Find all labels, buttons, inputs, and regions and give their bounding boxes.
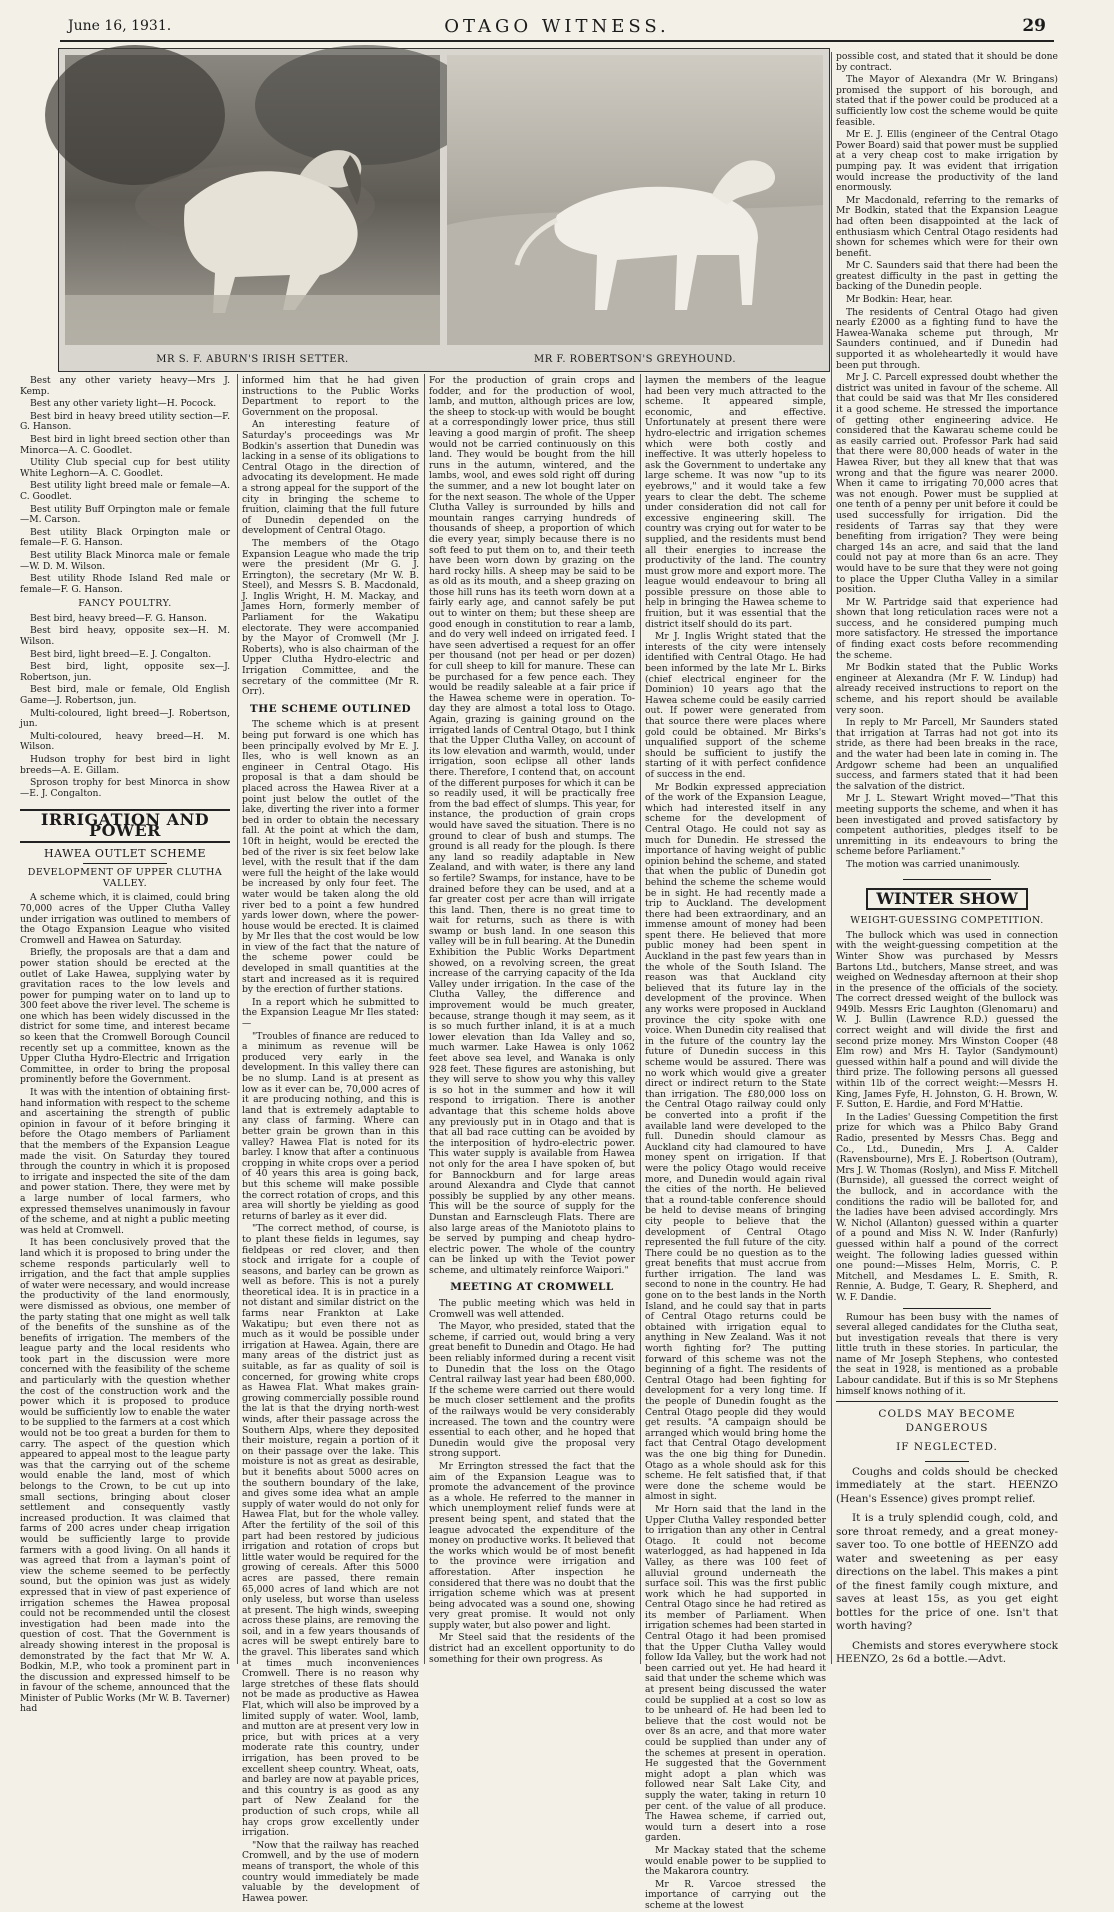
article-paragraph: In reply to Mr Parcell, Mr Saunders stated that irrigation at Tarras had not got into its stride, as there had been breaks in the race, and the water had been late in coming in. The Ardgowr scheme had been an unqualified success, and farmers stated that it had been the salvation of the district. bbox=[836, 717, 1058, 792]
greyhound-photo bbox=[447, 55, 823, 345]
article-paragraph: Mr J. L. Stewart Wright moved—"That this meeting supports the scheme, and when it has been investigated and proved satisfactory by competent authorities, pledges itself to be unremitting in its endeavours to bring the scheme before Parliament." bbox=[836, 793, 1058, 858]
result-line: Best utility Rhode Island Red male or female—F. G. Hanson. bbox=[20, 573, 230, 595]
article-paragraph: Mr Bodkin expressed appreciation of the work of the Expansion League, which had interested itself in any scheme for the development of Central Otago. He could not say as much for Dunedin. He stressed the importance of having weight of public opinion behind the scheme, and stated that when the public of Dunedin got behind the scheme the scheme would be in sight. He had recently made a trip to Auckland. The development there had been extraordinary, and an immense amount of money had been spent there. He believed that more public money had been spent in Auckland in the past few years than in the whole of the South Island. The reason was that Auckland city believed that its future lay in the development of the province. When any works were proposed in Auckland province the city spoke with one voice. When Dunedin city realised that in the future of the country lay the future of Dunedin success in this scheme would be assured. There was no work which would give a greater direct or indirect return to the State than irrigation. The £80,000 loss on the Central Otago railway could only be converted into a profit if the available land were developed to the full. Dunedin should clamour as Auckland city had clamoured to have money spent on irrigation. If that were the policy Otago would receive more, and Dunedin would again rival the cities of the north. He believed that a round-table conference should be held to devise means of bringing city people to believe that the development of Central Otago represented the full future of the city. There could be no question as to the great benefits that must accrue from further irrigation. The land was second to none in the country. He had gone on to the best lands in the North Island, and he could say that in parts of Central Otago returns could be obtained with irrigation equal to anything in New Zealand. Was it not worth fighting for? The putting forward of this scheme was not the beginning of a fight. The residents of Central Otago had been fighting for development for a very long time. If the people of Dunedin fought as the Central Otago people did they would get results. "A campaign should be arranged which would bring home the fact that Central Otago development was the one big thing for Dunedin. Otago as a whole should ask for this scheme. He felt satisfied that, if that were done the scheme would be almost in sight. bbox=[645, 781, 826, 1503]
result-line: Multi-coloured, heavy breed—H. M. Wilson. bbox=[20, 730, 230, 753]
column-5 bbox=[836, 52, 1058, 1666]
column-1 bbox=[20, 375, 230, 1715]
article-paragraph: The residents of Central Otago had given nearly £2000 as a fighting fund to have the Hawea-Wanaka scheme put through, Mr Saunders continued, and if Dunedin had supported it as wholeheartedly it would have been put through. bbox=[836, 306, 1058, 371]
column-3 bbox=[429, 376, 635, 1666]
result-line: Best utility Black Minorca male or female—W. D. M. Wilson. bbox=[20, 549, 230, 572]
result-line: Best bird, light breed—E. J. Congalton. bbox=[30, 648, 212, 660]
article-paragraph: It was with the intention of obtaining first-hand information with respect to the scheme and ascertaining the strength of public opinion in favour of it before bringing it before the Otago members of Parliament that the members of the Expansion League made the visit. On Saturday they toured through the country in which it is proposed to irrigate and inspected the site of the dam and power station. There, they were met by a large number of local farmers, who expressed themselves unanimously in favour of the scheme, and at night a public meeting was held at Cromwell. bbox=[20, 1087, 230, 1236]
column-divider bbox=[237, 374, 238, 1664]
result-line: Hudson trophy for best bird in light breeds—A. E. Gillam. bbox=[20, 754, 230, 776]
article-paragraph: The bullock which was used in connection with the weight-guessing competition at the Winter Show was purchased by Messrs Bartons Ltd., butchers, Manse street, and was weighed on Wednesday afternoon at their shop in the presence of the officials of the society. The correct dressed weight of the bullock was 949lb. Messrs Eric Laughton (Glenomaru) and W. J. Bullin (Lawrence R.D.) guessed the correct weight and will divide the first and second prize money. Mrs Winston Cooper (48 Elm row) and Mrs H. Taylor (Sandymount) guessed within half a pound and will divide the third prize. The following persons all guessed within 1lb of the correct weight:—Messrs H. King, James Fyfe, H. Johnston, G. H. Brown, W. F. Sutton, E. Hardie, and Ford M'Hattie. bbox=[836, 929, 1058, 1111]
ad-heading: COLDS MAY BECOME DANGEROUS bbox=[878, 1408, 1016, 1434]
photo-caption-right: MR F. ROBERTSON'S GREYHOUND. bbox=[533, 354, 737, 365]
article-paragraph: The Mayor of Alexandra (Mr W. Bringans) promised the support of his borough, and stated that if the power could be produced at a sufficiently low cost the scheme would be quite feasible. bbox=[836, 74, 1058, 128]
article-paragraph: In the Ladies' Guessing Competition the first prize for which was a Philco Baby Grand Radio, presented by Messrs Chas. Begg and Co., Ltd., Dunedin, Mrs J. A. Calder (Ravensbourne), Mrs E. J. Robertson (Outram), Mrs J. W. Thomas (Roslyn), and Miss F. Mitchell (Burnside), all guessed the correct weight of the bullock, and in accordance with the conditions the radio will be balloted for, and the ladies have been advised accordingly. Mrs W. Nichol (Allanton) guessed within a quarter of a pound and Miss N. W. Inder (Ranfurly) guessed within half a pound of the correct weight. The following ladies guessed within one pound:—Misses Helm, Morris, C. P. Mitchell, and Mesdames L. E. Smith, R. Rennie, A. Budge, T. Geary, R. Shepherd, and W. F. Dandie. bbox=[836, 1111, 1058, 1303]
article-paragraph: Mr Errington stressed the fact that the aim of the Expansion League was to promote the advancement of the province as a whole. He referred to the manner in which unemployment relief funds were at present being spent, and stated that the league advocated the expenditure of the money on productive works. It believed that the works which would be of most benefit to the province were irrigation and afforestation. After inspection he considered that there was no doubt that the irrigation scheme which was at present being advocated was a sound one, showing very great promise. It would not only supply water, but also power and light. bbox=[429, 1460, 635, 1631]
article-paragraph: The members of the Otago Expansion League who made the trip were the president (Mr G. J. Errington), the secretary (Mr W. B. Steel), and Messrs S. B. Macdonald, J. Inglis Wright, H. M. Mackay, and James Horn, formerly member of Parliament for the Wakatipu electorate. They were accompanied by the Mayor of Cromwell (Mr J. Roberts), who is also chairman of the Upper Clutha Hydro-electric and Irrigation Committee, and the secretary of the committee (Mr R. Orr). bbox=[242, 537, 419, 698]
winter-show-subheading: WEIGHT-GUESSING COMPETITION. bbox=[850, 915, 1044, 927]
ad-subheading: IF NEGLECTED. bbox=[896, 1441, 998, 1454]
result-line: Sproson trophy for best Minorca in show—E. J. Congalton. bbox=[20, 777, 230, 799]
article-paragraph: The public meeting which was held in Cromwell was well attended. bbox=[429, 1298, 635, 1320]
article-paragraph: Briefly, the proposals are that a dam and power station should be erected at the outlet of Lake Hawea, supplying water by gravitation races to the low levels and power for pumping water on to land up to 300 feet above the river level. The scheme is one which has been widely discussed in the district for some time, and interest became so keen that the Cromwell Borough Council recently set up a committee, known as the Upper Clutha Hydro-Electric and Irrigation Committee, in order to bring the proposal prominently before the Government. bbox=[20, 947, 230, 1086]
poultry-results bbox=[20, 376, 230, 595]
section-heading: MEETING AT CROMWELL bbox=[450, 1281, 614, 1294]
article-deck: DEVELOPMENT OF UPPER CLUTHA VALLEY. bbox=[27, 867, 223, 889]
column-divider bbox=[424, 374, 425, 1664]
article-paragraph: Mr R. Varcoe stressed the importance of carrying out the scheme at the lowest bbox=[645, 1878, 826, 1911]
article-paragraph: An interesting feature of Saturday's proceedings was Mr Bodkin's assertion that Dunedin was lacking in a sense of its obligations to Central Otago in the direction of advocating its development. He made a strong appeal for the support of the city in bringing the scheme to fruition, claiming that the full future of Dunedin depended on the development of Central Otago. bbox=[242, 419, 419, 537]
ad-paragraph: It is a truly splendid cough, cold, and sore throat remedy, and a great money-saver too. To one bottle of HEENZO add water and sweetening as per easy directions on the label. This makes a pint of the finest family cough mixture, and saves at least 15s, as you get eight bottles for the price of one. Isn't that worth having? bbox=[836, 1512, 1058, 1633]
article-paragraph: Mr Steel said that the residents of the district had an excellent opportunity to do something for their own progress. As bbox=[429, 1632, 635, 1665]
result-line: Multi-coloured, light breed—J. Robertson, jun. bbox=[20, 707, 230, 730]
result-line: Best utility Black Orpington male or female—F. G. Hanson. bbox=[20, 526, 230, 549]
page-number: 29 bbox=[1022, 16, 1046, 36]
issue-date: June 16, 1931. bbox=[68, 18, 172, 34]
fancy-poultry-results bbox=[20, 614, 230, 800]
result-line: Best bird, light, opposite sex—J. Robertson, jun. bbox=[20, 661, 230, 683]
article-paragraph: The motion was carried unanimously. bbox=[846, 858, 1021, 870]
article-paragraph: "Now that the railway has reached Cromwell, and by the use of modern means of transport, the whole of this country would immediately be made valuable by the development of Hawea power. bbox=[242, 1839, 419, 1904]
fancy-poultry-heading: FANCY POULTRY. bbox=[78, 598, 172, 610]
result-line: Best bird, heavy breed—F. G. Hanson. bbox=[30, 612, 207, 624]
article-paragraph: Mr W. Partridge said that experience had shown that long reticulation races were not a success, and he considered pumping much more satisfactory. He stressed the importance of finding exact costs before recommending the scheme. bbox=[836, 596, 1058, 661]
photo-block bbox=[58, 48, 830, 372]
section-rule bbox=[903, 879, 992, 880]
result-line: Best bird in heavy breed utility section—F. G. Hanson. bbox=[20, 410, 230, 433]
column-4 bbox=[645, 375, 826, 1911]
article-paragraph: Mr Horn said that the land in the Upper Clutha Valley responded better to irrigation than any other in Central Otago. It could not become waterlogged, as had happened in Ida Valley, as there was 100 feet of alluvial ground underneath the surface soil. This was the first public work which he had supported in Central Otago since he had retired as its member of Parliament. When irrigation schemes had been started in Central Otago it had been promised that the Upper Clutha Valley would follow Ida Valley, but the work had not been carried out yet. He had heard it said that under the scheme which was at present being discussed the water could be supplied at a cost so low as to be unheard of. He had been led to believe that the cost would not be over 8s an acre, and that more water could be supplied than under any of the schemes at present in operation. He suggested that the Government might adopt a plan which was followed near Salt Lake City, and supply the water, taking in return 10 per cent. of the value of all produce. The Hawea scheme, if carried out, would turn a desert into a rose garden. bbox=[645, 1503, 826, 1844]
article-paragraph: Mr Mackay stated that the scheme would enable power to be supplied to the Makarora country. bbox=[645, 1844, 826, 1878]
result-line: Best utility Buff Orpington male or female—M. Carson. bbox=[20, 503, 230, 526]
photo-caption-left: MR S. F. ABURN'S IRISH SETTER. bbox=[156, 354, 349, 365]
section-rule bbox=[836, 1401, 1058, 1402]
heenzo-advertisement bbox=[836, 1408, 1058, 1667]
column-2 bbox=[242, 375, 419, 1904]
article-paragraph: "Troubles of finance are reduced to a minimum as revenue will be produced very early in the development. In this valley there can be no slump. Land is at present as low as it ever can be, 70,000 acres of it are producing nothing, and this is land that is extremely adaptable to any class of farming. Where can better grain be grown than in this valley? Hawea Flat is noted for its barley. I know that after a continuous cropping in white crops over a period of 40 years this area is going back, but this scheme will make possible the correct rotation of crops, and this area will shortly be yielding as good returns of barley as it ever did. bbox=[242, 1030, 419, 1222]
article-paragraph: possible cost, and stated that it should be done by contract. bbox=[836, 51, 1058, 73]
result-line: Utility Club special cup for best utility White Leghorn—A. C. Goodlet. bbox=[20, 457, 230, 479]
winter-show-headline: WINTER SHOW bbox=[866, 888, 1028, 911]
section-rule bbox=[903, 1308, 992, 1309]
article-paragraph: informed him that he had given instructions to the Public Works Department to report to the Government on the proposal. bbox=[242, 375, 419, 418]
rumour-paragraph: Rumour has been busy with the names of several alleged candidates for the Clutha seat, but investigation reveals that there is very little truth in these stories. In particular, the name of Mr Joseph Stephens, who contested the seat in 1928, is mentioned as a probable Labour candidate. But if this is so Mr Stephens himself knows nothing of it. bbox=[836, 1311, 1058, 1397]
article-paragraph: The Mayor, who presided, stated that the scheme, if carried out, would bring a very great benefit to Dunedin and Otago. He had been reliably informed during a recent visit to Dunedin that the loss on the Otago Central railway last year had been £80,000. If the scheme were carried out there would be much closer settlement and the profits of the railways would be very considerably increased. The town and the country were essential to each other, and he hoped that Dunedin would give the proposal very strong support. bbox=[429, 1321, 635, 1460]
irish-setter-photo bbox=[65, 55, 440, 345]
ad-paragraph: Coughs and colds should be checked immediately at the start. HEENZO (Hean's Essence) gives prompt relief. bbox=[836, 1465, 1058, 1505]
heading-rule bbox=[83, 863, 167, 864]
newspaper-title: OTAGO WITNESS. bbox=[444, 16, 670, 37]
article-paragraph: Mr J. Inglis Wright stated that the interests of the city were intensely identified with Central Otago. He had been informed by the late Mr L. Birks (chief electrical engineer for the Dominion) 10 years ago that the Hawea scheme could be easily carried out. If power were generated from that source there were places where gold could be obtained. Mr Birks's unqualified support of the scheme should be sufficient to justify the starting of it with perfect confidence of success in the end. bbox=[645, 631, 826, 780]
article-paragraph: In a report which he submitted to the Expansion League Mr Iles stated:— bbox=[242, 996, 419, 1030]
column-divider bbox=[831, 52, 832, 1664]
section-heading: THE SCHEME OUTLINED bbox=[249, 702, 412, 715]
article-paragraph: The scheme which is at present being put forward is one which has been principally evolved by Mr E. J. Iles, who is well known as an engineer in Central Otago. His proposal is that a dam should be placed across the Hawea River at a point just below the outlet of the lake, diverting the river into a former bed in order to obtain the necessary fall. At the point at which the dam, 10ft in height, would be erected the bed of the river is six feet below lake level, with the result that if the dam were full the height of the lake would be increased by only four feet. The water would be taken along the old river bed to a point a few hundred yards lower down, where the power-house would be erected. It is claimed by Mr Iles that the cost would be low in view of the fact that the nature of the scheme power could be developed in small quantities at the start and increased as it is required by the erection of further stations. bbox=[242, 719, 419, 996]
article-paragraph: Mr Bodkin stated that the Public Works engineer at Alexandra (Mr F. W. Lindup) had already received instructions to report on the scheme, and his report should be available very soon. bbox=[836, 662, 1058, 716]
column-divider bbox=[640, 374, 641, 1664]
article-paragraph: Mr Bodkin: Hear, hear. bbox=[846, 294, 953, 306]
article-paragraph: Mr J. C. Parcell expressed doubt whether the district was united in favour of the scheme. All that could be said was that Mr Iles considered it a good scheme. He stressed the importance of getting other engineering advice. He considered that the Kawarau scheme could be as easily carried out. Professor Park had said that there were 80,000 heads of water in the Hawea River, but they all knew that that was wrong and that the figure was nearer 2000. When it came to irrigating 70,000 acres that was not enough. Power must be supplied at one tenth of a penny per unit before it could be used successfully for irrigation. Did the residents of Tarras say that they were benefiting from irrigation? They were being charged 14s an acre, and said that the land could not pay at more than 6s an acre. They would have to be sure that they were not going to place the Upper Clutha Valley in a similar position. bbox=[836, 372, 1058, 596]
article-subheadline: HAWEA OUTLET SCHEME bbox=[43, 846, 207, 860]
article-paragraph: Mr Macdonald, referring to the remarks of Mr Bodkin, stated that the Expansion League had often been disappointed at the lack of enthusiasm which Central Otago residents had shown for schemes which were for their own benefit. bbox=[836, 194, 1058, 259]
article-paragraph: It has been conclusively proved that the land which it is proposed to bring under the scheme responds particularly well to irrigation, and the fact that ample supplies of water were necessary, and would increase the productivity of the land enormously, were dismissed as obvious, one member of the party stating that one might as well talk of the benefits of the sunshine as of the benefits of irrigation. The members of the league party and the local residents who took part in the discussion were more concerned with the feasibility of the scheme and particularly with the question whether the cost of the construction work and the power which it is proposed to produce would be sufficiently low to enable the water to be supplied to the farmers at a cost which would not be too great a burden for them to carry. The aspect of the question which appeared to appeal most to the league party was that the carrying out of the scheme would enable the land, most of which belongs to the Crown, to be cut up into small sections, bringing about closer settlement and consequently vastly increased production. It was claimed that farms of 200 acres under cheap irrigation would be sufficiently large to provide farmers with a good living. On all hands it was agreed that from a layman's point of view the scheme seemed to be perfectly sound, but the opinion was just as widely expressed that in view of past experience of irrigation schemes the Hawea proposal could not be recommended until the closest investigation had been made into the question of cost. That the Government is already showing interest in the proposal is demonstrated by the fact that Mr W. A. Bodkin, M.P., who took a prominent part in the discussion and expressed himself to be in favour of the scheme, announced that the Minister of Public Works (Mr W. B. Taverner) had bbox=[20, 1237, 230, 1715]
result-line: Best bird heavy, opposite sex—H. M. Wilson. bbox=[20, 625, 230, 648]
result-line: Best utility light breed male or female—A. C. Goodlet. bbox=[20, 480, 230, 502]
article-paragraph: For the production of grain crops and fodder, and for the production of wool, lamb, and mutton, although prices are low, the sheep to stock-up with would be bought at a correspondingly lower price, thus still leaving a good margin of profit. The sheep would not be carried continuously on this land. They would be bought from the hill runs in the autumn, wintered, and the lambs, wool, and ewes sold right off during the summer, and a new lot bought later on for the next season. The whole of the Upper Clutha Valley is surrounded by hills and mountain ranges carrying hundreds of thousands of sheep, a proportion of which die every year, simply because there is no soft feed to put them on to, and their teeth have been worn down by grazing on the hard rocky hills. A sheep may be said to be as old as its mouth, and a sheep grazing on those hill runs has its teeth worn down at a fairly early age, and cannot safely be put out to winter on them; but these sheep are good enough in constitution to rear a lamb, and do very well indeed on irrigated feed. I have seen advertised a request for an offer per thousand (not per head or per dozen) for cull sheep to kill for manure. These can be purchased for a few pence each. They would be readily saleable at a fair price if the Hawea scheme were in operation. To-day they are almost a total loss to Otago. Again, grazing is gaining ground on the irrigated lands of Central Otago, but I think that the Upper Clutha Valley, on account of its low elevation and warmth, would, under irrigation, soon eclipse all other lands there. Therefore, I contend that, on account of the different purposes for which it can be so readily used, it will be practically free from the bad effect of slumps. This year, for instance, the production of grain crops would have saved the situation. There is no ground to clear of bush and stumps. The ground is all ready for the plough. Is there any land so readily adaptable in New Zealand, and with water, is there any land so fertile? Swamps, for instance, have to be drained before they can be used, and at a far greater cost per acre than will irrigate this land. Then, there is no great time to wait for returns, such as there is with swamp or bush land. In one season this valley will be in full bearing. At the Dunedin Exhibition the Public Works Department showed, on a revolving screen, the great increase of the carrying capacity of the Ida Valley under irrigation. In the case of the Clutha Valley, the difference and improvement would be much greater, because, strange though it may seem, as it is so much further inland, it is at a much lower elevation than Ida Valley and so, much warmer. Lake Hawea is only 1062 feet above sea level, and Wanaka is only 928 feet. These figures are astonishing, but they will serve to show you why this valley is so hot in the summer and how it will respond to irrigation. There is another advantage that this scheme holds above any previously put in in Otago and that is that all bad race cutting can be avoided by the interposition of hydro-electric power. This water supply is available from Hawea not only for the area I have spoken of, but for Bannockburn and for large areas around Alexandra and Clyde that cannot possibly be supplied by any other means. This will be the source of supply for the Dunstan and Earnscleugh Flats. There are also large areas of the Maniototo plains to be served by pumping and cheap hydro-electric power. The whole of the country can be linked up with the Teviot power scheme, and ultimately reinforce Waipori." bbox=[429, 375, 636, 1276]
masthead-rule bbox=[60, 40, 1054, 42]
ad-rule bbox=[925, 1461, 969, 1462]
article-paragraph: laymen the members of the league had been very much attracted to the scheme. It appeared simple, economic, and effective. Unfortunately at present there were hydro-electric and irrigation schemes which were both costly and ineffective. It was utterly hopeless to ask the Government to undertake any large scheme. It was now "up to its eyebrows," and it would take a few years to clear the debt. The scheme under consideration did not call for excessive engineering skill. The country was crying out for water to be supplied, and the residents must bend all their energies to increase the productivity of the land. The country must grow more and export more. The league would endeavour to bring all possible pressure on those able to help in bringing the Hawea scheme to fruition, but it was essential that the district itself should do its part. bbox=[645, 375, 826, 630]
article-paragraph: Mr E. J. Ellis (engineer of the Central Otago Power Board) said that power must be supplied at a very cheap cost to make irrigation by pumping pay. It was evident that irrigation would increase the productivity of the land enormously. bbox=[836, 129, 1058, 194]
article-paragraph: Mr C. Saunders said that there had been the greatest difficulty in the past in getting the backing of the Dunedin people. bbox=[836, 260, 1058, 293]
article-headline: IRRIGATION AND POWER bbox=[20, 809, 230, 842]
result-line: Best any other variety heavy—Mrs J. Kemp. bbox=[20, 375, 230, 397]
result-line: Best bird in light breed section other than Minorca—A. C. Goodlet. bbox=[20, 433, 230, 456]
result-line: Best any other variety light—H. Pocock. bbox=[30, 398, 217, 410]
masthead bbox=[60, 14, 1054, 40]
article-paragraph: "The correct method, of course, is to plant these fields in legumes, say fieldpeas or red clover, and then stock and irrigate for a couple of seasons, and barley can be grown as well as before. This is not a purely theoretical idea. It is in practice in a not distant and similar district on the farms near Frankton at Lake Wakatipu; but even there not as much as it would be possible under irrigation at Hawea. Again, there are many areas of the district just as suitable, as far as quality of soil is concerned, for growing white crops as Hawea Flat. What makes grain-growing commercially possible round the lat is that the drying north-west winds, after their passage across the Southern Alps, where they deposited their moisture, regain a portion of it on their passage over the lake. This moisture is not as great as desirable, but it benefits about 5000 acres on the southern boundary of the lake, and gives some idea what an ample supply of water would do not only for Hawea Flat, but for the whole valley. After the fertility of the soil of this part had been restored by judicious irrigation and rotation of crops but little water would be required for the growing of cereals. After this 5000 acres are passed, there remain 65,000 acres of land which are not only useless, but worse than useless at present. The high winds, sweeping across these plains, are removing the soil, and in a few years thousands of acres will be swept entirely bare to the gravel. This liberates sand which at times much inconveniences Cromwell. There is no reason why large stretches of these flats should not be made as productive as Hawea Flat, which will also be improved by a limited supply of water. Wool, lamb, and mutton are at present very low in price, but with prices at a very moderate rate this country, under irrigation, has been proved to be excellent sheep country. Wheat, oats, and barley are now at payable prices, and this country is as good as any part of New Zealand for the production of such crops, while all hay crops grow excellently under irrigation. bbox=[242, 1223, 419, 1839]
article-paragraph: A scheme which, it is claimed, could bring 70,000 acres of the Upper Clutha Valley under irrigation was outlined to members of the Otago Expansion League who visited Cromwell and Hawea on Saturday. bbox=[20, 892, 230, 946]
ad-paragraph: Chemists and stores everywhere stock HEENZO, 2s 6d a bottle.—Advt. bbox=[836, 1639, 1058, 1666]
result-line: Best bird, male or female, Old English Game—J. Robertson, jun. bbox=[20, 684, 230, 707]
